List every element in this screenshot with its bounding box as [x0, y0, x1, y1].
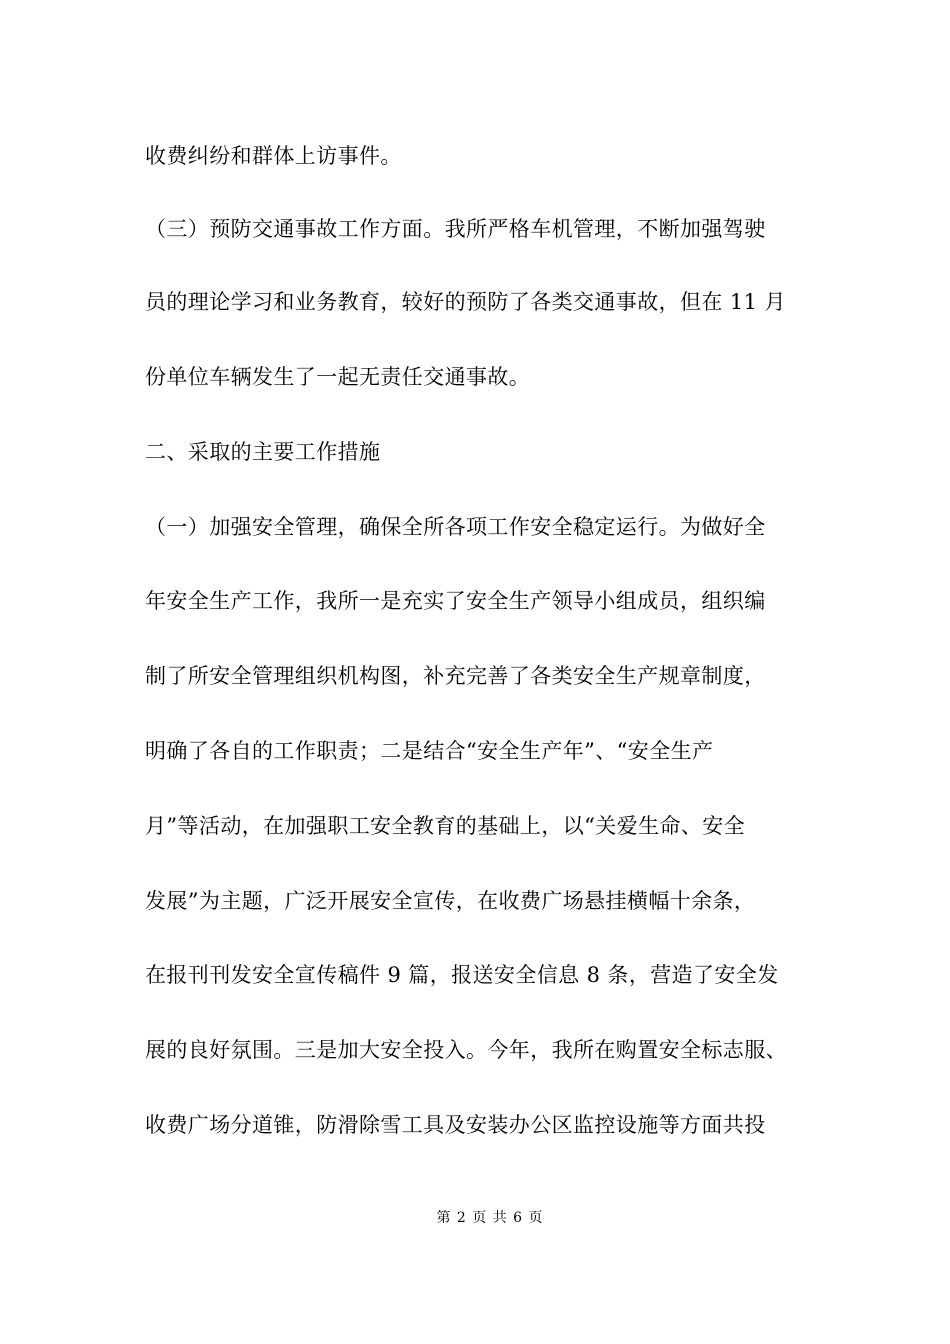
- section-heading: 二、采取的主要工作措施: [145, 440, 381, 464]
- text-line: 收费纠纷和群体上访事件。: [145, 144, 402, 168]
- text-line: （三）预防交通事故工作方面。我所严格车机管理，不断加强驾驶: [145, 217, 766, 241]
- text-line: 在报刊刊发安全宣传稿件 9 篇，报送安全信息 8 条，营造了安全发: [145, 963, 779, 987]
- text-line: 收费广场分道锥，防滑除雪工具及安装办公区监控设施等方面共投: [145, 1113, 766, 1137]
- text-line: 年安全生产工作，我所一是充实了安全生产领导小组成员，组织编: [145, 589, 766, 613]
- text-line: 展的良好氛围。三是加大安全投入。今年，我所在购置安全标志服、: [145, 1038, 787, 1062]
- text-line: 月”等活动，在加强职工安全教育的基础上，以“关爱生命、安全: [145, 814, 746, 838]
- text-line: 明确了各自的工作职责；二是结合“安全生产年”、“安全生产: [145, 739, 714, 763]
- text-line: （一）加强安全管理，确保全所各项工作安全稳定运行。为做好全: [145, 515, 766, 539]
- page-number-footer: 第 2 页 共 6 页: [436, 1210, 544, 1226]
- text-line: 员的理论学习和业务教育，较好的预防了各类交通事故，但在 11 月: [145, 290, 786, 314]
- text-line: 份单位车辆发生了一起无责任交通事故。: [145, 365, 531, 389]
- text-line: 制了所安全管理组织机构图，补充完善了各类安全生产规章制度，: [145, 664, 766, 688]
- text-line: 发展”为主题，广泛开展安全宣传，在收费广场悬挂横幅十余条，: [145, 889, 756, 913]
